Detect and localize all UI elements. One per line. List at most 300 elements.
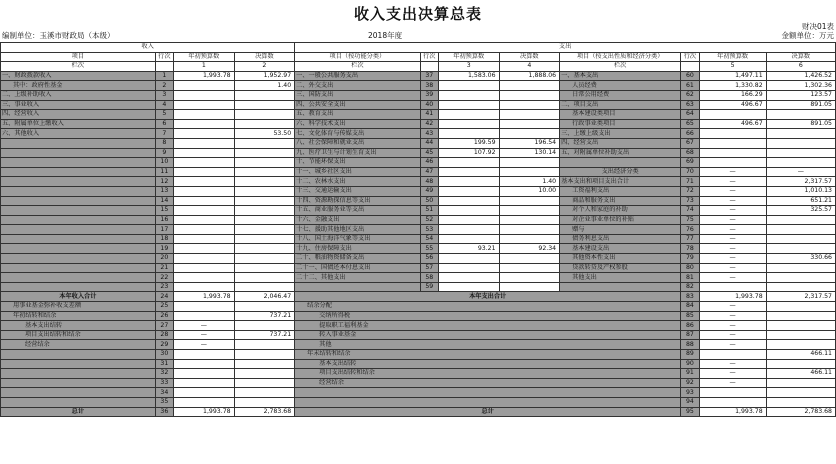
item-label — [1, 388, 156, 398]
amount-cell — [234, 148, 295, 158]
table-row — [1, 138, 836, 148]
amount-cell — [438, 81, 499, 91]
item-label — [295, 397, 681, 407]
line-number: 78 — [681, 244, 699, 254]
line-number: 79 — [681, 254, 699, 264]
item-label: 九、医疗卫生与计划生育支出 — [295, 148, 420, 158]
item-label: 三、国防支出 — [295, 90, 420, 100]
line-number: 26 — [155, 311, 173, 321]
item-label — [1, 215, 156, 225]
line-number: 92 — [681, 378, 699, 388]
amount-cell: — — [699, 330, 766, 340]
item-label — [1, 273, 156, 283]
amount-cell — [234, 369, 295, 379]
amount-cell: — — [699, 359, 766, 369]
item-label — [1, 196, 156, 206]
amount-cell — [766, 273, 835, 283]
item-label: 二、外交支出 — [295, 81, 420, 91]
line-number: 14 — [155, 196, 173, 206]
item-label: 基本建设类项目 — [560, 110, 681, 120]
item-label: 人员经费 — [560, 81, 681, 91]
line-number: 67 — [681, 138, 699, 148]
amount-cell — [174, 388, 235, 398]
amount-cell — [766, 311, 835, 321]
table-row — [1, 359, 836, 369]
table-row — [1, 397, 836, 407]
item-label: 十六、金融支出 — [295, 215, 420, 225]
item-label: 基本支出结转 — [1, 321, 156, 331]
item-label: 二、上级补助收入 — [1, 90, 156, 100]
line-number: 48 — [420, 177, 438, 187]
amount-cell — [174, 359, 235, 369]
report-title: 收入支出决算总表 — [353, 5, 482, 23]
amount-cell — [438, 282, 499, 292]
item-label: 一、一般公共服务支出 — [295, 71, 420, 81]
item-label: 其他支出 — [560, 273, 681, 283]
amount-cell — [174, 225, 235, 235]
line-number: 53 — [420, 225, 438, 235]
line-number: 42 — [420, 119, 438, 129]
amount-cell — [699, 148, 766, 158]
amount-cell — [174, 244, 235, 254]
compiling-unit: 编制单位：玉溪市财政局（本级） — [2, 31, 115, 40]
amount-cell — [234, 340, 295, 350]
col-final: 决算数 — [766, 52, 835, 62]
line-number: 12 — [155, 177, 173, 187]
col-budget: 年初预算数 — [174, 52, 235, 62]
line-number: 88 — [681, 340, 699, 350]
table-row — [1, 311, 836, 321]
line-number: 51 — [420, 206, 438, 216]
amount-cell — [174, 177, 235, 187]
amount-cell — [174, 302, 235, 312]
table-row — [1, 369, 836, 379]
amount-cell: 1,993.78 — [174, 407, 235, 417]
amount-cell: 1,583.06 — [438, 71, 499, 81]
item-label: 商品和服务支出 — [560, 196, 681, 206]
item-label: 一、财政拨款收入 — [1, 71, 156, 81]
amount-cell — [699, 158, 766, 168]
line-number: 49 — [420, 186, 438, 196]
item-label: 赠与 — [560, 225, 681, 235]
amount-cell — [174, 90, 235, 100]
amount-cell — [174, 369, 235, 379]
item-label: 总计 — [1, 407, 156, 417]
amount-cell — [234, 359, 295, 369]
line-number: 33 — [155, 378, 173, 388]
amount-cell — [174, 100, 235, 110]
item-label — [1, 263, 156, 273]
item-label: 结余分配 — [295, 302, 681, 312]
amount-cell — [174, 138, 235, 148]
item-label: 经营结余 — [295, 378, 681, 388]
line-number: 44 — [420, 138, 438, 148]
col-final: 决算数 — [499, 52, 560, 62]
col-num-2: 2 — [234, 62, 295, 72]
amount-cell — [234, 158, 295, 168]
line-number: 36 — [155, 407, 173, 417]
amount-cell — [699, 129, 766, 139]
item-label — [295, 282, 420, 292]
line-number: 40 — [420, 100, 438, 110]
item-label: 十、节能环保支出 — [295, 158, 420, 168]
line-number: 50 — [420, 196, 438, 206]
amount-cell — [499, 81, 560, 91]
line-number: 9 — [155, 148, 173, 158]
table-row — [1, 407, 836, 417]
amount-cell: 325.57 — [766, 206, 835, 216]
amount-cell — [234, 206, 295, 216]
item-label: 三、上缴上级支出 — [560, 129, 681, 139]
amount-cell — [438, 234, 499, 244]
item-label: 提取职工福利基金 — [295, 321, 681, 331]
income-header: 收入 — [1, 43, 295, 53]
amount-cell: — — [699, 273, 766, 283]
line-number: 21 — [155, 263, 173, 273]
amount-cell: 1.40 — [499, 177, 560, 187]
amount-cell — [499, 206, 560, 216]
item-label: 交纳所得税 — [295, 311, 681, 321]
amount-cell — [766, 148, 835, 158]
amount-cell: 2,046.47 — [234, 292, 295, 302]
line-number: 3 — [155, 90, 173, 100]
amount-cell — [438, 129, 499, 139]
amount-cell: — — [699, 311, 766, 321]
amount-cell — [174, 215, 235, 225]
item-label: 四、公共安全支出 — [295, 100, 420, 110]
amount-cell: — — [174, 340, 235, 350]
amount-cell — [438, 196, 499, 206]
amount-cell — [699, 110, 766, 120]
line-number: 94 — [681, 397, 699, 407]
line-number: 52 — [420, 215, 438, 225]
item-label: 贷款转贷及产权参股 — [560, 263, 681, 273]
line-number: 17 — [155, 225, 173, 235]
amount-cell — [766, 321, 835, 331]
amount-cell — [499, 167, 560, 177]
line-number: 27 — [155, 321, 173, 331]
amount-cell — [438, 215, 499, 225]
amount-cell: 1,302.36 — [766, 81, 835, 91]
table-row — [1, 71, 836, 81]
table-row — [1, 302, 836, 312]
item-label: 基本建设支出 — [560, 244, 681, 254]
amount-cell — [699, 282, 766, 292]
amount-cell — [438, 177, 499, 187]
line-number: 80 — [681, 263, 699, 273]
line-number: 47 — [420, 167, 438, 177]
line-number: 31 — [155, 359, 173, 369]
item-label: 十二、农林水支出 — [295, 177, 420, 187]
amount-cell: — — [699, 321, 766, 331]
amount-cell — [174, 206, 235, 216]
amount-cell — [234, 90, 295, 100]
amount-cell — [766, 397, 835, 407]
col-index-label: 栏次 — [1, 62, 156, 72]
amount-cell — [766, 158, 835, 168]
table-row — [1, 321, 836, 331]
item-label — [1, 282, 156, 292]
item-label: 二十一、国债还本付息支出 — [295, 263, 420, 273]
currency-unit: 金额单位：万元 — [781, 31, 834, 40]
line-number: 69 — [681, 158, 699, 168]
amount-cell: — — [699, 215, 766, 225]
amount-cell: — — [699, 177, 766, 187]
item-label: 行政事业类项目 — [560, 119, 681, 129]
amount-cell — [499, 129, 560, 139]
line-number: 56 — [420, 254, 438, 264]
item-label: 十五、商业服务业等支出 — [295, 206, 420, 216]
item-label: 项目支出结转和结余 — [295, 369, 681, 379]
col-num-5: 5 — [699, 62, 766, 72]
item-label: 本年支出合计 — [295, 292, 681, 302]
amount-cell — [174, 196, 235, 206]
line-number: 45 — [420, 148, 438, 158]
line-number: 85 — [681, 311, 699, 321]
amount-cell — [766, 282, 835, 292]
line-number: 23 — [155, 282, 173, 292]
line-number: 13 — [155, 186, 173, 196]
item-label: 用事业基金弥补收支差额 — [1, 302, 156, 312]
line-number: 16 — [155, 215, 173, 225]
amount-cell: — — [699, 206, 766, 216]
col-num-6: 6 — [766, 62, 835, 72]
line-number: 61 — [681, 81, 699, 91]
item-label: 八、社会保障和就业支出 — [295, 138, 420, 148]
line-number: 87 — [681, 330, 699, 340]
line-number: 8 — [155, 138, 173, 148]
amount-cell: — — [699, 263, 766, 273]
table-row — [1, 388, 836, 398]
amount-cell: — — [699, 234, 766, 244]
line-number: 89 — [681, 350, 699, 360]
line-number: 73 — [681, 196, 699, 206]
amount-cell — [499, 100, 560, 110]
table-row — [1, 292, 836, 302]
line-number: 46 — [420, 158, 438, 168]
amount-cell — [174, 397, 235, 407]
amount-cell: 496.67 — [699, 119, 766, 129]
item-label: 四、经营支出 — [560, 138, 681, 148]
amount-cell — [438, 100, 499, 110]
col-num-3: 3 — [438, 62, 499, 72]
col-index-label: 栏次 — [295, 62, 420, 72]
item-label: 日常公用经费 — [560, 90, 681, 100]
line-number: 37 — [420, 71, 438, 81]
table-row — [1, 254, 836, 264]
table-row — [1, 378, 836, 388]
line-number: 58 — [420, 273, 438, 283]
amount-cell: — — [699, 378, 766, 388]
line-number: 86 — [681, 321, 699, 331]
item-label: 五、附属单位上缴收入 — [1, 119, 156, 129]
table-row — [1, 244, 836, 254]
amount-cell: 737.21 — [234, 311, 295, 321]
item-label: 二十二、其他支出 — [295, 273, 420, 283]
item-label — [1, 350, 156, 360]
amount-cell: 199.59 — [438, 138, 499, 148]
amount-cell — [766, 244, 835, 254]
amount-cell — [499, 254, 560, 264]
amount-cell — [499, 273, 560, 283]
line-number: 5 — [155, 110, 173, 120]
line-number: 70 — [681, 167, 699, 177]
item-label: 其他资本性支出 — [560, 254, 681, 264]
col-num-1: 1 — [174, 62, 235, 72]
amount-cell: 1,952.97 — [234, 71, 295, 81]
amount-cell: 496.67 — [699, 100, 766, 110]
item-label: 十七、援助其他地区支出 — [295, 225, 420, 235]
amount-cell — [438, 206, 499, 216]
line-number: 77 — [681, 234, 699, 244]
item-label — [1, 158, 156, 168]
line-number: 95 — [681, 407, 699, 417]
amount-cell: 1,993.78 — [699, 292, 766, 302]
amount-cell — [766, 129, 835, 139]
amount-cell — [234, 234, 295, 244]
amount-cell: 107.92 — [438, 148, 499, 158]
amount-cell: — — [699, 254, 766, 264]
table-row — [1, 186, 836, 196]
amount-cell — [174, 110, 235, 120]
amount-cell — [766, 330, 835, 340]
amount-cell — [234, 254, 295, 264]
line-number: 55 — [420, 244, 438, 254]
item-label — [1, 359, 156, 369]
line-number: 19 — [155, 244, 173, 254]
table-row — [1, 119, 836, 129]
item-label: 十四、资源勘探信息等支出 — [295, 196, 420, 206]
amount-cell — [234, 138, 295, 148]
amount-cell — [234, 273, 295, 283]
col-line: 行次 — [420, 52, 438, 62]
amount-cell — [234, 110, 295, 120]
amount-cell — [234, 186, 295, 196]
table-row — [1, 234, 836, 244]
table-row — [1, 273, 836, 283]
amount-cell — [234, 119, 295, 129]
col-budget: 年初预算数 — [699, 52, 766, 62]
amount-cell: 1.40 — [234, 81, 295, 91]
line-number: 25 — [155, 302, 173, 312]
amount-cell — [174, 148, 235, 158]
line-number: 10 — [155, 158, 173, 168]
amount-cell: 196.54 — [499, 138, 560, 148]
amount-cell: 1,993.78 — [174, 71, 235, 81]
amount-cell — [438, 90, 499, 100]
item-label — [295, 388, 681, 398]
col-item-econ: 项目（按支出性质和经济分类） — [560, 52, 681, 62]
item-label — [1, 186, 156, 196]
amount-cell — [766, 234, 835, 244]
amount-cell: 2,317.57 — [766, 177, 835, 187]
amount-cell — [766, 225, 835, 235]
line-number: 4 — [155, 100, 173, 110]
line-number: 81 — [681, 273, 699, 283]
table-row — [1, 100, 836, 110]
form-number: 财决01表 — [801, 22, 834, 31]
amount-cell — [499, 215, 560, 225]
item-label: 十三、交通运输支出 — [295, 186, 420, 196]
amount-cell — [766, 138, 835, 148]
item-label: 其他 — [295, 340, 681, 350]
line-number: 32 — [155, 369, 173, 379]
table-row — [1, 225, 836, 235]
line-number: 1 — [155, 71, 173, 81]
amount-cell — [438, 167, 499, 177]
amount-cell — [174, 350, 235, 360]
item-label: 项目支出结转和结余 — [1, 330, 156, 340]
line-number: 57 — [420, 263, 438, 273]
table-row — [1, 263, 836, 273]
amount-cell — [234, 225, 295, 235]
amount-cell — [766, 302, 835, 312]
amount-cell — [174, 273, 235, 283]
line-number: 24 — [155, 292, 173, 302]
line-number: 43 — [420, 129, 438, 139]
amount-cell: 92.34 — [499, 244, 560, 254]
amount-cell — [766, 388, 835, 398]
amount-cell — [499, 90, 560, 100]
line-number: 62 — [681, 90, 699, 100]
amount-cell: — — [699, 369, 766, 379]
item-label: 六、科学技术支出 — [295, 119, 420, 129]
amount-cell: — — [699, 302, 766, 312]
item-label: 四、经营收入 — [1, 110, 156, 120]
item-label: 支出经济分类 — [560, 167, 681, 177]
item-label: 本年收入合计 — [1, 292, 156, 302]
line-number: 60 — [681, 71, 699, 81]
table-row — [1, 330, 836, 340]
table-row — [1, 340, 836, 350]
table-row — [1, 158, 836, 168]
col-line: 行次 — [681, 52, 699, 62]
line-number: 63 — [681, 100, 699, 110]
amount-cell — [174, 119, 235, 129]
amount-cell: 1,497.11 — [699, 71, 766, 81]
amount-cell — [174, 158, 235, 168]
amount-cell: 2,783.68 — [766, 407, 835, 417]
table-row — [1, 206, 836, 216]
amount-cell: — — [699, 225, 766, 235]
line-number: 20 — [155, 254, 173, 264]
line-number: 84 — [681, 302, 699, 312]
amount-cell — [174, 186, 235, 196]
amount-cell — [174, 311, 235, 321]
amount-cell — [174, 378, 235, 388]
amount-cell: 166.29 — [699, 90, 766, 100]
item-label: 总计 — [295, 407, 681, 417]
col-final: 决算数 — [234, 52, 295, 62]
line-number: 72 — [681, 186, 699, 196]
amount-cell: — — [174, 321, 235, 331]
line-number: 74 — [681, 206, 699, 216]
item-label: 一、基本支出 — [560, 71, 681, 81]
item-label: 十九、住房保障支出 — [295, 244, 420, 254]
table-row — [1, 90, 836, 100]
amount-cell: — — [174, 330, 235, 340]
amount-cell — [699, 350, 766, 360]
line-number: 30 — [155, 350, 173, 360]
line-number: 82 — [681, 282, 699, 292]
line-number: 91 — [681, 369, 699, 379]
item-label — [1, 234, 156, 244]
item-label — [1, 225, 156, 235]
amount-cell — [174, 81, 235, 91]
amount-cell: 2,317.57 — [766, 292, 835, 302]
item-label — [1, 397, 156, 407]
amount-cell — [699, 138, 766, 148]
